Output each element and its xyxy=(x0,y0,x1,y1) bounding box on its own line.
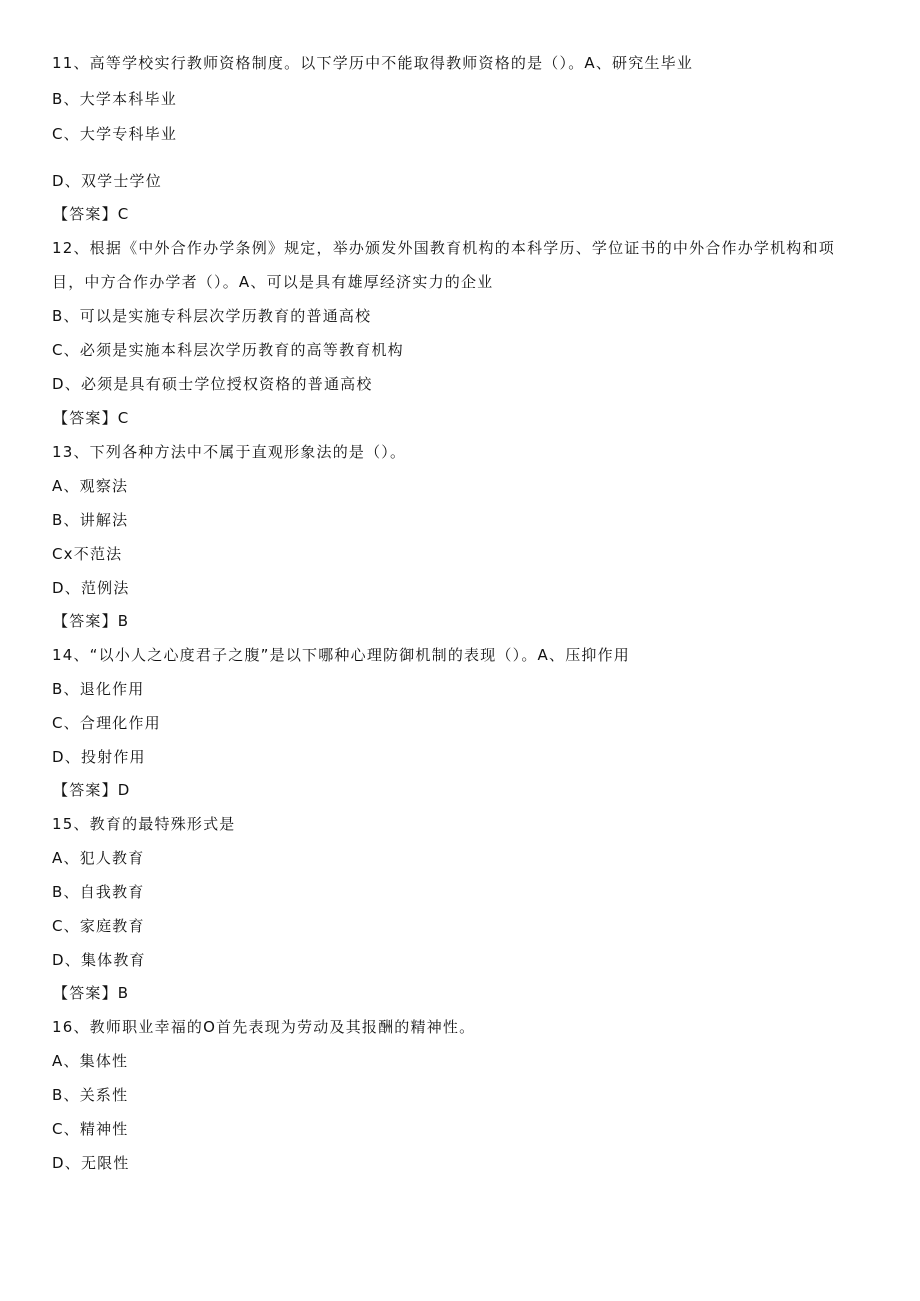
question-12-option-c: C、必须是实施本科层次学历教育的高等教育机构 xyxy=(52,341,404,359)
question-12-option-b: B、可以是实施专科层次学历教育的普通高校 xyxy=(52,307,372,325)
question-15-stem: 15、教育的最特殊形式是 xyxy=(52,815,236,833)
question-16-option-a: A、集体性 xyxy=(52,1052,129,1070)
question-16-option-b: B、关系性 xyxy=(52,1086,129,1104)
question-15-answer: 【答案】B xyxy=(53,984,130,1002)
question-12-answer: 【答案】C xyxy=(53,409,130,427)
question-12-stem: 12、根据《中外合作办学条例》规定，举办颁发外国教育机构的本科学历、学位证书的中外合作办学机构和项目，中方合作办学者（）。A、可以是具有雄厚经济实力的企业 xyxy=(52,239,835,291)
question-15-option-b: B、自我教育 xyxy=(52,883,145,901)
question-14-stem: 14、“以小人之心度君子之腹”是以下哪种心理防御机制的表现（）。A、压抑作用 xyxy=(52,646,630,664)
question-11-stem: 11、高等学校实行教师资格制度。以下学历中不能取得教师资格的是（）。A、研究生毕业 xyxy=(52,54,694,72)
question-11-option-c: C、大学专科毕业 xyxy=(52,125,178,143)
question-14-answer: 【答案】D xyxy=(53,781,131,799)
question-13-stem: 13、下列各种方法中不属于直观形象法的是（）。 xyxy=(52,443,407,461)
question-13-option-b: B、讲解法 xyxy=(52,511,129,529)
question-11-answer: 【答案】C xyxy=(53,205,130,223)
question-15-option-a: A、犯人教育 xyxy=(52,849,145,867)
question-12-option-d: D、必须是具有硕士学位授权资格的普通高校 xyxy=(52,375,373,393)
question-16-stem: 16、教师职业幸福的O首先表现为劳动及其报酬的精神性。 xyxy=(52,1018,476,1036)
question-13-option-d: D、范例法 xyxy=(52,579,130,597)
question-14-option-c: C、合理化作用 xyxy=(52,714,161,732)
question-15-option-c: C、家庭教育 xyxy=(52,917,145,935)
question-15-option-d: D、集体教育 xyxy=(52,951,146,969)
question-13-option-a: A、观察法 xyxy=(52,477,129,495)
question-13-answer: 【答案】B xyxy=(53,612,130,630)
question-14-option-b: B、退化作用 xyxy=(52,680,145,698)
question-16-option-c: C、精神性 xyxy=(52,1120,129,1138)
question-14-option-d: D、投射作用 xyxy=(52,748,146,766)
question-13-option-c: Cx不范法 xyxy=(52,545,123,563)
question-16-option-d: D、无限性 xyxy=(52,1154,130,1172)
question-11-option-d: D、双学士学位 xyxy=(52,172,162,190)
question-11-option-b: B、大学本科毕业 xyxy=(52,90,177,108)
